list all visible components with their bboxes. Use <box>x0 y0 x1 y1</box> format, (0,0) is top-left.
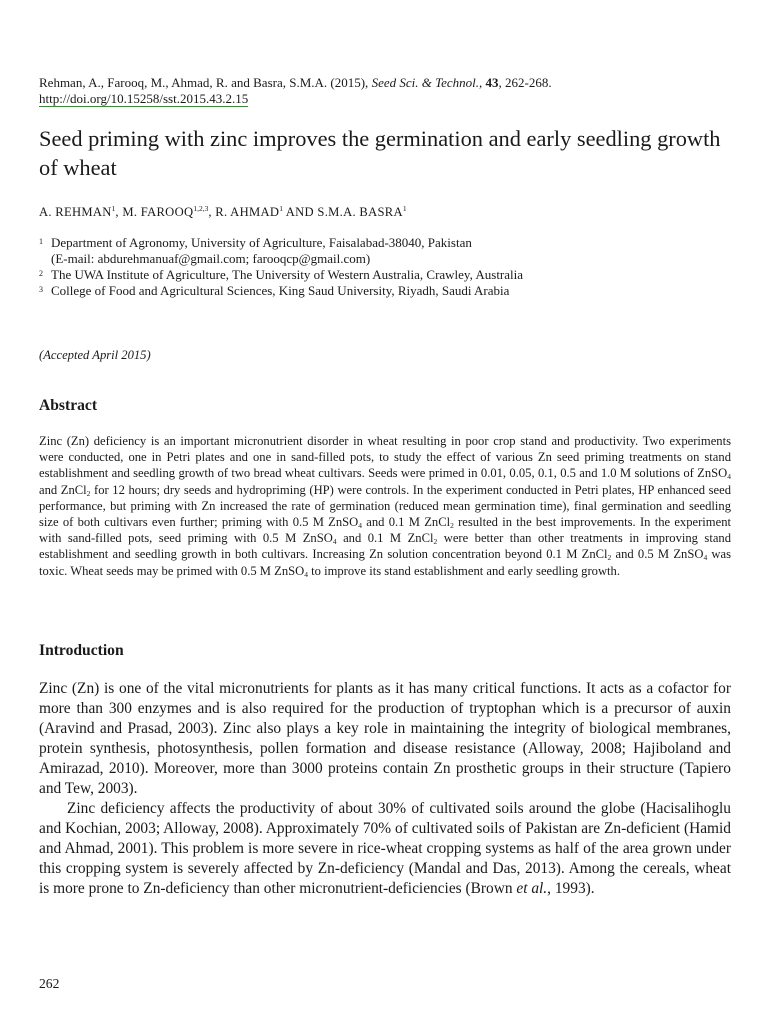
introduction-paragraph: Zinc (Zn) is one of the vital micronutrients for plants as it has many critical functions. It acts as a cofactor for more than 300 enzymes and is also required for the production of tryptophan which is a precursor of auxin (Aravind and Prasad, 2003). Zinc also plays a key role in maintaining the integrity of biological membranes, protein synthesis, photosynthesis, pollen formation and disease resistance (Alloway, 2008; Hajiboland and Amirazad, 2010). Moreover, more than 3000 proteins contain Zn prosthetic groups in their structure (Tapiero and Tew, 2003). <box>39 680 731 797</box>
affiliation-email: (E-mail: abdurehmanuaf@gmail.com; farooqcp@gmail.com) <box>51 251 371 266</box>
author-name: M. FAROOQ <box>122 205 194 220</box>
author-list <box>39 204 407 220</box>
author-separator: , <box>115 205 123 220</box>
page-number: 262 <box>39 976 60 991</box>
introduction-heading: Introduction <box>39 642 124 659</box>
affiliation-text: The UWA Institute of Agriculture, The University of Western Australia, Crawley, Australia <box>51 267 524 282</box>
author-separator: , <box>208 205 216 220</box>
author-name: R. AHMAD <box>215 205 280 220</box>
author-separator: AND <box>283 205 318 220</box>
affiliation-number: 1 <box>39 237 43 246</box>
author-name: A. REHMAN <box>39 205 112 220</box>
affiliation-number: 2 <box>39 269 43 278</box>
accepted-date: (Accepted April 2015) <box>39 348 151 362</box>
affiliation-number: 3 <box>39 285 43 294</box>
citation-pages: , 262-268. <box>498 75 552 90</box>
doi-link[interactable]: http://doi.org/10.15258/sst.2015.43.2.15 <box>39 91 249 106</box>
author-affiliation-mark: 1,2,3 <box>193 204 209 213</box>
introduction-body <box>39 679 731 899</box>
paper-title: Seed priming with zinc improves the germination and early seedling growth of wheat <box>39 126 721 180</box>
citation <box>39 75 731 107</box>
affiliation-item <box>39 235 731 267</box>
abstract-body: Zinc (Zn) deficiency is an important micronutrient disorder in wheat resulting in poor crop stand and productivity. Two experiments were conducted, one in Petri plates and one in sand-filled pots, to study the effect of various Zn seed priming treatments on stand establishment and seedling growth of two bread wheat cultivars. Seeds were primed in 0.01, 0.05, 0.1, 0.5 and 1.0 M solutions of ZnSO$_4$ and ZnCl$_2$ for 12 hours; dry seeds and hydropriming (HP) were controls. In the experiment conducted in Petri plates, HP enhanced seed performance, but priming with Zn increased the rate of germination (reduced mean germination time), final germination and seedling size of both cultivars even further; priming with 0.5 M ZnSO$_4$ and 0.1 M ZnCl$_2$ resulted in the best improvements. In the experiment with sand-filled pots, seed priming with 0.5 M ZnSO$_4$ and 0.1 M ZnCl$_2$ were better than other treatments in improving stand establishment and seedling growth in both cultivars. Increasing Zn solution concentration beyond 0.1 M ZnCl$_2$ and 0.5 M ZnSO$_4$ was toxic. Wheat seeds may be primed with 0.5 M ZnSO$_4$ to improve its stand establishment and early seedling growth. <box>39 434 732 579</box>
affiliation-item <box>39 267 731 283</box>
affiliation-text: Department of Agronomy, University of Agriculture, Faisalabad-38040, Pakistan <box>51 235 472 250</box>
author-name: S.M.A. BASRA <box>317 205 403 220</box>
citation-journal: Seed Sci. & Technol., <box>371 75 483 90</box>
citation-volume: 43 <box>485 75 499 90</box>
citation-reference <box>39 75 731 91</box>
citation-authors: Rehman, A., Farooq, M., Ahmad, R. and Basra, S.M.A. (2015), <box>39 75 372 90</box>
affiliation-list <box>39 235 731 299</box>
affiliation-text: College of Food and Agricultural Sciences, King Saud University, Riyadh, Saudi Arabia <box>51 283 510 298</box>
affiliation-item <box>39 283 731 299</box>
introduction-paragraph: Zinc deficiency affects the productivity of about 30% of cultivated soils around the globe (Hacisalihoglu and Kochian, 2003; Alloway, 2008). Approximately 70% of cultivated soils of Pakistan are Zn-deficient (Hamid and Ahmad, 2001). This problem is more severe in rice-wheat cropping systems as half of the area grown under this cropping system is severely affected by Zn-deficiency (Mandal and Das, 2013). Among the cereals, wheat is more prone to Zn-deficiency than other micronutrient-deficiencies (Brown et al., 1993). <box>39 800 731 897</box>
author-affiliation-mark: 1 <box>111 204 116 213</box>
abstract-heading: Abstract <box>39 397 98 414</box>
author-affiliation-mark: 1 <box>402 204 407 213</box>
author-affiliation-mark: 1 <box>279 204 284 213</box>
